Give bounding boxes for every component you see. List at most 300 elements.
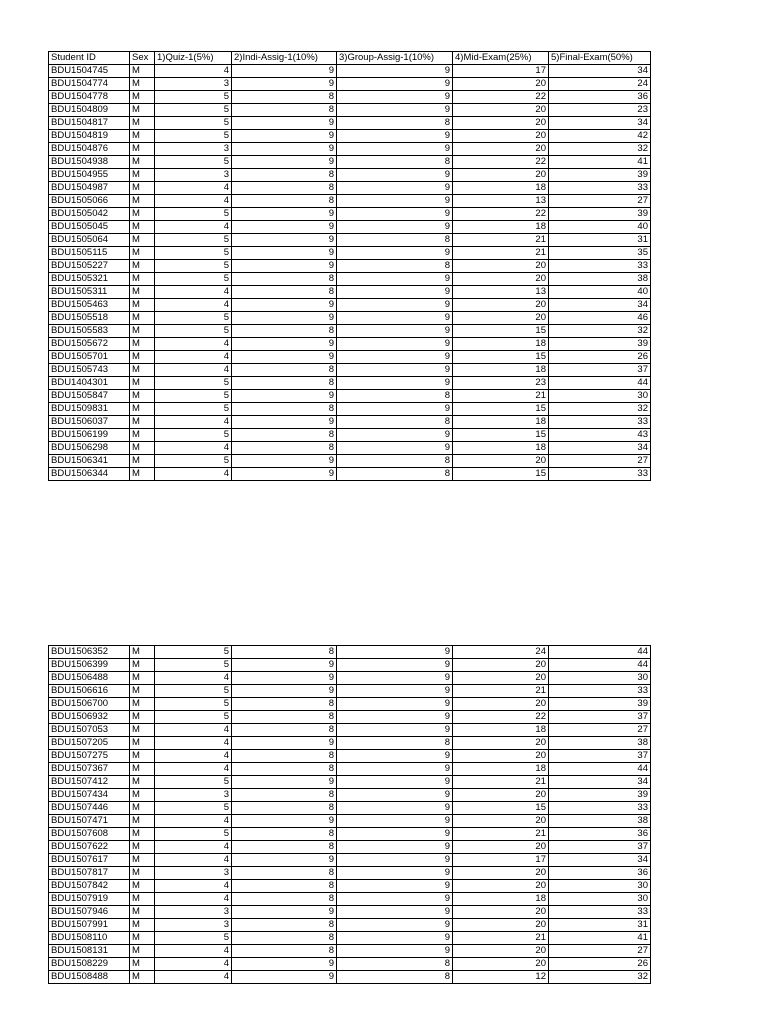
cell-final-exam: 43 (549, 429, 651, 442)
cell-sex: M (130, 750, 155, 763)
cell-sex: M (130, 273, 155, 286)
cell-indi-assig: 9 (232, 260, 337, 273)
cell-quiz: 4 (155, 945, 232, 958)
table-row (49, 815, 651, 828)
table-row (49, 854, 651, 867)
cell-group-assig: 9 (337, 841, 453, 854)
cell-quiz: 5 (155, 130, 232, 143)
table-row (49, 117, 651, 130)
cell-sex: M (130, 416, 155, 429)
cell-sex: M (130, 247, 155, 260)
table-row (49, 182, 651, 195)
cell-mid-exam: 17 (453, 854, 549, 867)
cell-indi-assig: 9 (232, 958, 337, 971)
cell-mid-exam: 20 (453, 841, 549, 854)
cell-quiz: 4 (155, 416, 232, 429)
table-row (49, 828, 651, 841)
cell-group-assig: 9 (337, 182, 453, 195)
cell-quiz: 5 (155, 698, 232, 711)
cell-quiz: 5 (155, 932, 232, 945)
cell-mid-exam: 18 (453, 338, 549, 351)
cell-mid-exam: 18 (453, 221, 549, 234)
cell-sex: M (130, 351, 155, 364)
cell-indi-assig: 9 (232, 672, 337, 685)
table-row (49, 208, 651, 221)
cell-student-id: BDU1507991 (49, 919, 130, 932)
cell-quiz: 5 (155, 377, 232, 390)
cell-quiz: 4 (155, 893, 232, 906)
cell-sex: M (130, 828, 155, 841)
cell-group-assig: 9 (337, 169, 453, 182)
cell-final-exam: 32 (549, 403, 651, 416)
cell-mid-exam: 18 (453, 724, 549, 737)
cell-indi-assig: 8 (232, 182, 337, 195)
table-row (49, 377, 651, 390)
cell-mid-exam: 17 (453, 65, 549, 78)
cell-group-assig: 9 (337, 815, 453, 828)
cell-quiz: 5 (155, 156, 232, 169)
cell-indi-assig: 8 (232, 802, 337, 815)
cell-quiz: 4 (155, 195, 232, 208)
cell-final-exam: 39 (549, 169, 651, 182)
cell-final-exam: 32 (549, 971, 651, 984)
cell-sex: M (130, 325, 155, 338)
cell-final-exam: 27 (549, 455, 651, 468)
cell-student-id: BDU1507053 (49, 724, 130, 737)
table-row (49, 286, 651, 299)
cell-final-exam: 23 (549, 104, 651, 117)
cell-group-assig: 9 (337, 364, 453, 377)
cell-mid-exam: 20 (453, 312, 549, 325)
cell-student-id: BDU1507842 (49, 880, 130, 893)
cell-student-id: BDU1504987 (49, 182, 130, 195)
cell-group-assig: 9 (337, 945, 453, 958)
cell-group-assig: 9 (337, 711, 453, 724)
cell-quiz: 4 (155, 750, 232, 763)
cell-sex: M (130, 169, 155, 182)
cell-quiz: 5 (155, 117, 232, 130)
cell-mid-exam: 21 (453, 932, 549, 945)
cell-final-exam: 34 (549, 442, 651, 455)
cell-indi-assig: 9 (232, 130, 337, 143)
cell-quiz: 3 (155, 169, 232, 182)
cell-student-id: BDU1505701 (49, 351, 130, 364)
cell-mid-exam: 15 (453, 468, 549, 481)
cell-quiz: 4 (155, 351, 232, 364)
cell-student-id: BDU1505321 (49, 273, 130, 286)
cell-group-assig: 8 (337, 117, 453, 130)
table-row (49, 143, 651, 156)
cell-sex: M (130, 91, 155, 104)
cell-sex: M (130, 646, 155, 659)
cell-sex: M (130, 234, 155, 247)
cell-group-assig: 9 (337, 789, 453, 802)
cell-quiz: 4 (155, 468, 232, 481)
cell-student-id: BDU1505463 (49, 299, 130, 312)
table-row (49, 299, 651, 312)
cell-quiz: 4 (155, 672, 232, 685)
cell-sex: M (130, 403, 155, 416)
cell-mid-exam: 12 (453, 971, 549, 984)
cell-indi-assig: 8 (232, 646, 337, 659)
cell-quiz: 5 (155, 234, 232, 247)
table-row (49, 78, 651, 91)
cell-indi-assig: 9 (232, 737, 337, 750)
cell-sex: M (130, 182, 155, 195)
cell-group-assig: 9 (337, 104, 453, 117)
cell-final-exam: 33 (549, 685, 651, 698)
table-row (49, 893, 651, 906)
table-row (49, 221, 651, 234)
cell-student-id: BDU1509831 (49, 403, 130, 416)
cell-student-id: BDU1505847 (49, 390, 130, 403)
cell-sex: M (130, 78, 155, 91)
table-row (49, 724, 651, 737)
cell-group-assig: 9 (337, 65, 453, 78)
cell-student-id: BDU1404301 (49, 377, 130, 390)
cell-final-exam: 39 (549, 789, 651, 802)
cell-mid-exam: 20 (453, 455, 549, 468)
cell-student-id: BDU1507367 (49, 763, 130, 776)
cell-final-exam: 32 (549, 143, 651, 156)
table-row (49, 234, 651, 247)
cell-final-exam: 34 (549, 299, 651, 312)
cell-indi-assig: 9 (232, 854, 337, 867)
cell-student-id: BDU1507622 (49, 841, 130, 854)
cell-quiz: 3 (155, 789, 232, 802)
cell-student-id: BDU1504819 (49, 130, 130, 143)
cell-student-id: BDU1505311 (49, 286, 130, 299)
cell-group-assig: 9 (337, 442, 453, 455)
cell-mid-exam: 15 (453, 802, 549, 815)
cell-final-exam: 40 (549, 286, 651, 299)
cell-quiz: 4 (155, 221, 232, 234)
cell-group-assig: 8 (337, 234, 453, 247)
cell-student-id: BDU1505042 (49, 208, 130, 221)
cell-sex: M (130, 945, 155, 958)
cell-sex: M (130, 117, 155, 130)
cell-sex: M (130, 672, 155, 685)
cell-sex: M (130, 919, 155, 932)
header-quiz: 1)Quiz-1(5%) (155, 52, 232, 65)
cell-group-assig: 9 (337, 91, 453, 104)
cell-sex: M (130, 932, 155, 945)
cell-quiz: 4 (155, 442, 232, 455)
cell-student-id: BDU1505066 (49, 195, 130, 208)
cell-sex: M (130, 893, 155, 906)
cell-final-exam: 27 (549, 945, 651, 958)
cell-quiz: 5 (155, 325, 232, 338)
cell-indi-assig: 8 (232, 867, 337, 880)
cell-sex: M (130, 65, 155, 78)
cell-group-assig: 9 (337, 247, 453, 260)
table-row (49, 247, 651, 260)
cell-indi-assig: 8 (232, 750, 337, 763)
cell-final-exam: 33 (549, 802, 651, 815)
cell-mid-exam: 21 (453, 828, 549, 841)
cell-group-assig: 9 (337, 195, 453, 208)
cell-indi-assig: 9 (232, 65, 337, 78)
cell-group-assig: 8 (337, 468, 453, 481)
cell-student-id: BDU1506616 (49, 685, 130, 698)
cell-group-assig: 9 (337, 893, 453, 906)
cell-quiz: 4 (155, 65, 232, 78)
cell-final-exam: 34 (549, 65, 651, 78)
cell-final-exam: 26 (549, 958, 651, 971)
cell-final-exam: 44 (549, 646, 651, 659)
cell-quiz: 4 (155, 958, 232, 971)
cell-final-exam: 37 (549, 364, 651, 377)
cell-indi-assig: 9 (232, 299, 337, 312)
table-row (49, 841, 651, 854)
cell-sex: M (130, 195, 155, 208)
cell-indi-assig: 8 (232, 195, 337, 208)
cell-indi-assig: 9 (232, 390, 337, 403)
cell-student-id: BDU1507471 (49, 815, 130, 828)
cell-final-exam: 31 (549, 919, 651, 932)
cell-indi-assig: 9 (232, 234, 337, 247)
cell-sex: M (130, 429, 155, 442)
cell-mid-exam: 20 (453, 880, 549, 893)
cell-student-id: BDU1506932 (49, 711, 130, 724)
cell-final-exam: 30 (549, 672, 651, 685)
cell-indi-assig: 9 (232, 247, 337, 260)
cell-indi-assig: 8 (232, 698, 337, 711)
cell-sex: M (130, 377, 155, 390)
cell-group-assig: 9 (337, 802, 453, 815)
cell-student-id: BDU1508488 (49, 971, 130, 984)
cell-quiz: 5 (155, 403, 232, 416)
cell-student-id: BDU1506298 (49, 442, 130, 455)
table-row (49, 455, 651, 468)
table-row (49, 364, 651, 377)
cell-indi-assig: 8 (232, 711, 337, 724)
table-row (49, 763, 651, 776)
cell-student-id: BDU1507205 (49, 737, 130, 750)
table-row (49, 711, 651, 724)
table-row (49, 65, 651, 78)
cell-mid-exam: 18 (453, 182, 549, 195)
cell-indi-assig: 9 (232, 338, 337, 351)
cell-group-assig: 9 (337, 325, 453, 338)
cell-group-assig: 8 (337, 156, 453, 169)
cell-final-exam: 27 (549, 724, 651, 737)
cell-quiz: 4 (155, 364, 232, 377)
cell-indi-assig: 8 (232, 273, 337, 286)
table-row (49, 156, 651, 169)
table-row (49, 971, 651, 984)
cell-student-id: BDU1505227 (49, 260, 130, 273)
cell-sex: M (130, 468, 155, 481)
cell-mid-exam: 20 (453, 919, 549, 932)
cell-group-assig: 9 (337, 685, 453, 698)
cell-sex: M (130, 737, 155, 750)
cell-mid-exam: 15 (453, 325, 549, 338)
cell-student-id: BDU1504938 (49, 156, 130, 169)
cell-indi-assig: 9 (232, 351, 337, 364)
cell-student-id: BDU1504774 (49, 78, 130, 91)
table-row (49, 880, 651, 893)
grades-table-bottom (48, 645, 651, 984)
cell-mid-exam: 20 (453, 78, 549, 91)
header-final-exam: 5)Final-Exam(50%) (549, 52, 651, 65)
cell-mid-exam: 20 (453, 815, 549, 828)
cell-sex: M (130, 854, 155, 867)
cell-mid-exam: 15 (453, 403, 549, 416)
cell-sex: M (130, 867, 155, 880)
table-row (49, 932, 651, 945)
cell-quiz: 5 (155, 646, 232, 659)
cell-mid-exam: 15 (453, 429, 549, 442)
table-row (49, 776, 651, 789)
cell-group-assig: 9 (337, 867, 453, 880)
cell-indi-assig: 8 (232, 377, 337, 390)
cell-quiz: 3 (155, 919, 232, 932)
cell-mid-exam: 20 (453, 104, 549, 117)
table-row (49, 416, 651, 429)
cell-indi-assig: 8 (232, 893, 337, 906)
cell-student-id: BDU1504817 (49, 117, 130, 130)
cell-quiz: 4 (155, 299, 232, 312)
cell-quiz: 4 (155, 286, 232, 299)
cell-final-exam: 44 (549, 377, 651, 390)
cell-student-id: BDU1505672 (49, 338, 130, 351)
cell-quiz: 3 (155, 906, 232, 919)
cell-student-id: BDU1504876 (49, 143, 130, 156)
cell-sex: M (130, 260, 155, 273)
cell-indi-assig: 8 (232, 841, 337, 854)
cell-final-exam: 40 (549, 221, 651, 234)
table-row (49, 468, 651, 481)
header-row (49, 52, 651, 65)
cell-group-assig: 9 (337, 351, 453, 364)
cell-indi-assig: 8 (232, 429, 337, 442)
cell-mid-exam: 22 (453, 711, 549, 724)
cell-final-exam: 42 (549, 130, 651, 143)
cell-quiz: 4 (155, 880, 232, 893)
cell-indi-assig: 8 (232, 442, 337, 455)
cell-indi-assig: 9 (232, 416, 337, 429)
cell-mid-exam: 18 (453, 893, 549, 906)
cell-student-id: BDU1505743 (49, 364, 130, 377)
cell-mid-exam: 20 (453, 698, 549, 711)
cell-group-assig: 9 (337, 143, 453, 156)
table-row (49, 672, 651, 685)
cell-student-id: BDU1506344 (49, 468, 130, 481)
cell-mid-exam: 21 (453, 390, 549, 403)
table-row (49, 104, 651, 117)
table-row (49, 906, 651, 919)
cell-student-id: BDU1506341 (49, 455, 130, 468)
cell-student-id: BDU1507412 (49, 776, 130, 789)
cell-final-exam: 39 (549, 338, 651, 351)
cell-student-id: BDU1506037 (49, 416, 130, 429)
cell-quiz: 5 (155, 711, 232, 724)
cell-quiz: 4 (155, 763, 232, 776)
cell-indi-assig: 8 (232, 945, 337, 958)
cell-sex: M (130, 338, 155, 351)
table-row (49, 169, 651, 182)
cell-quiz: 4 (155, 841, 232, 854)
cell-group-assig: 9 (337, 286, 453, 299)
cell-group-assig: 9 (337, 828, 453, 841)
cell-group-assig: 8 (337, 971, 453, 984)
cell-indi-assig: 9 (232, 776, 337, 789)
cell-quiz: 4 (155, 724, 232, 737)
cell-group-assig: 8 (337, 455, 453, 468)
cell-indi-assig: 8 (232, 286, 337, 299)
cell-quiz: 5 (155, 455, 232, 468)
cell-indi-assig: 9 (232, 906, 337, 919)
cell-group-assig: 8 (337, 260, 453, 273)
cell-indi-assig: 9 (232, 468, 337, 481)
cell-mid-exam: 22 (453, 208, 549, 221)
cell-quiz: 4 (155, 971, 232, 984)
cell-final-exam: 30 (549, 390, 651, 403)
cell-mid-exam: 20 (453, 672, 549, 685)
header-group-assig: 3)Group-Assig-1(10%) (337, 52, 453, 65)
cell-mid-exam: 22 (453, 156, 549, 169)
cell-group-assig: 9 (337, 646, 453, 659)
cell-sex: M (130, 802, 155, 815)
cell-quiz: 5 (155, 828, 232, 841)
cell-indi-assig: 8 (232, 789, 337, 802)
cell-final-exam: 30 (549, 893, 651, 906)
cell-sex: M (130, 958, 155, 971)
cell-final-exam: 38 (549, 737, 651, 750)
cell-mid-exam: 20 (453, 273, 549, 286)
cell-quiz: 5 (155, 429, 232, 442)
cell-quiz: 5 (155, 273, 232, 286)
cell-indi-assig: 9 (232, 156, 337, 169)
cell-indi-assig: 9 (232, 117, 337, 130)
cell-mid-exam: 20 (453, 750, 549, 763)
cell-indi-assig: 9 (232, 312, 337, 325)
cell-group-assig: 9 (337, 750, 453, 763)
header-mid-exam: 4)Mid-Exam(25%) (453, 52, 549, 65)
cell-final-exam: 41 (549, 156, 651, 169)
cell-group-assig: 9 (337, 919, 453, 932)
cell-final-exam: 36 (549, 91, 651, 104)
cell-group-assig: 9 (337, 724, 453, 737)
cell-sex: M (130, 104, 155, 117)
cell-final-exam: 30 (549, 880, 651, 893)
table-row (49, 789, 651, 802)
cell-quiz: 5 (155, 685, 232, 698)
cell-mid-exam: 20 (453, 906, 549, 919)
cell-student-id: BDU1507608 (49, 828, 130, 841)
cell-quiz: 5 (155, 802, 232, 815)
cell-final-exam: 38 (549, 273, 651, 286)
cell-mid-exam: 20 (453, 737, 549, 750)
grades-table-top (48, 51, 651, 481)
cell-final-exam: 33 (549, 416, 651, 429)
cell-final-exam: 32 (549, 325, 651, 338)
cell-group-assig: 9 (337, 403, 453, 416)
cell-student-id: BDU1507434 (49, 789, 130, 802)
cell-quiz: 4 (155, 737, 232, 750)
table-row (49, 919, 651, 932)
cell-mid-exam: 20 (453, 143, 549, 156)
cell-indi-assig: 8 (232, 919, 337, 932)
cell-final-exam: 44 (549, 763, 651, 776)
cell-indi-assig: 8 (232, 880, 337, 893)
cell-group-assig: 9 (337, 932, 453, 945)
cell-quiz: 4 (155, 182, 232, 195)
cell-sex: M (130, 143, 155, 156)
cell-quiz: 4 (155, 815, 232, 828)
cell-final-exam: 41 (549, 932, 651, 945)
